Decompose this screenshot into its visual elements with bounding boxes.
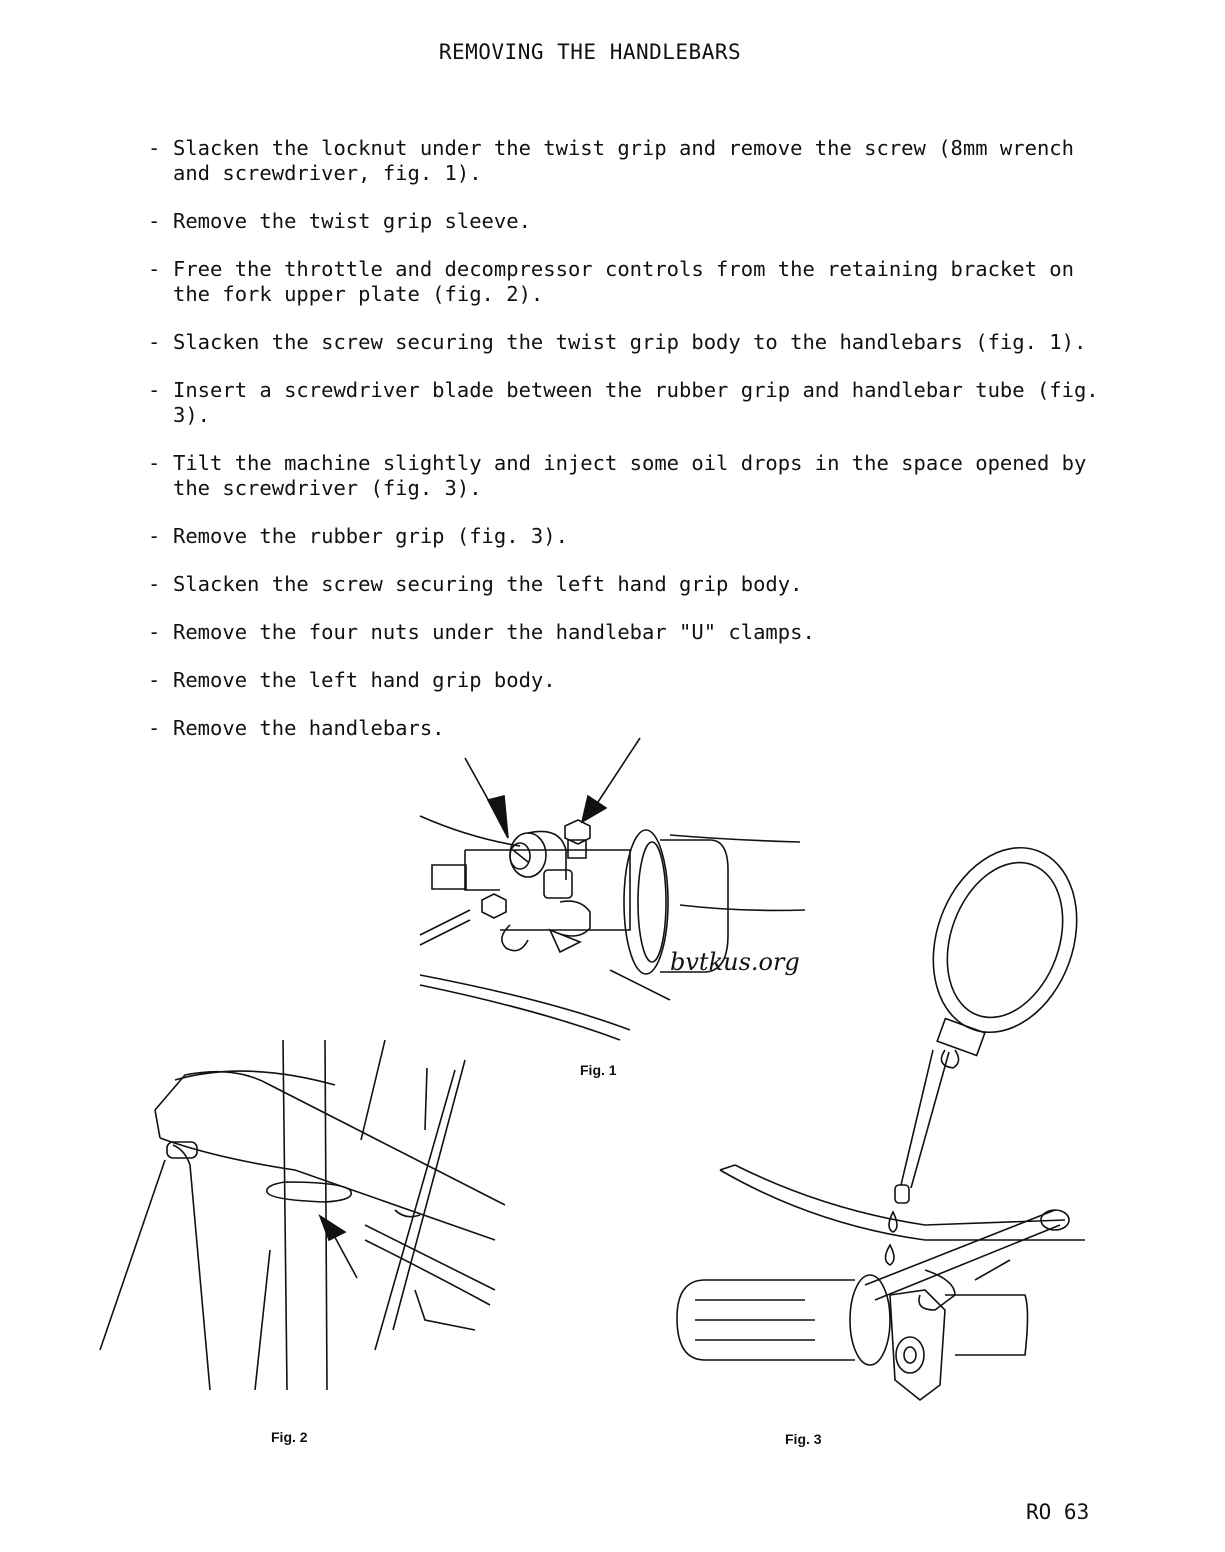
instruction-list [148, 136, 1108, 764]
step-3: - Free the throttle and decompressor controls from the retaining bracket on the fork upper plate (fig. 2). [148, 257, 1108, 307]
fig3-caption: Fig. 3 [785, 1431, 822, 1447]
fig3-oil-drop-icon [886, 1245, 895, 1265]
step-8: - Slacken the screw securing the left hand grip body. [148, 572, 1108, 597]
step-4: - Slacken the screw securing the twist grip body to the handlebars (fig. 1). [148, 330, 1108, 355]
step-10: - Remove the left hand grip body. [148, 668, 1108, 693]
step-1: - Slacken the locknut under the twist grip and remove the screw (8mm wrench and screwdriver, fig. 1). [148, 136, 1108, 186]
step-9: - Remove the four nuts under the handlebar "U" clamps. [148, 620, 1108, 645]
fig3-oil-can-grip-illustration [665, 840, 1085, 1410]
step-7: - Remove the rubber grip (fig. 3). [148, 524, 1108, 549]
page-number: RO 63 [1026, 1500, 1090, 1524]
step-2: - Remove the twist grip sleeve. [148, 209, 1108, 234]
fig2-fork-bracket-illustration [95, 1030, 515, 1390]
step-11: - Remove the handlebars. [148, 716, 1108, 741]
fig2-caption: Fig. 2 [271, 1429, 308, 1445]
page-title: REMOVING THE HANDLEBARS [438, 40, 742, 64]
step-5: - Insert a screwdriver blade between the rubber grip and handlebar tube (fig. 3). [148, 378, 1108, 428]
fig3-oil-drop-icon [889, 1212, 897, 1232]
fig1-signature: bvtkus.org [670, 948, 800, 976]
fig1-caption: Fig. 1 [580, 1062, 617, 1078]
step-6: - Tilt the machine slightly and inject some oil drops in the space opened by the screwdriver (fig. 3). [148, 451, 1108, 501]
fig1-arrow-left-icon [465, 758, 508, 838]
fig1-arrow-right-icon [582, 738, 640, 822]
